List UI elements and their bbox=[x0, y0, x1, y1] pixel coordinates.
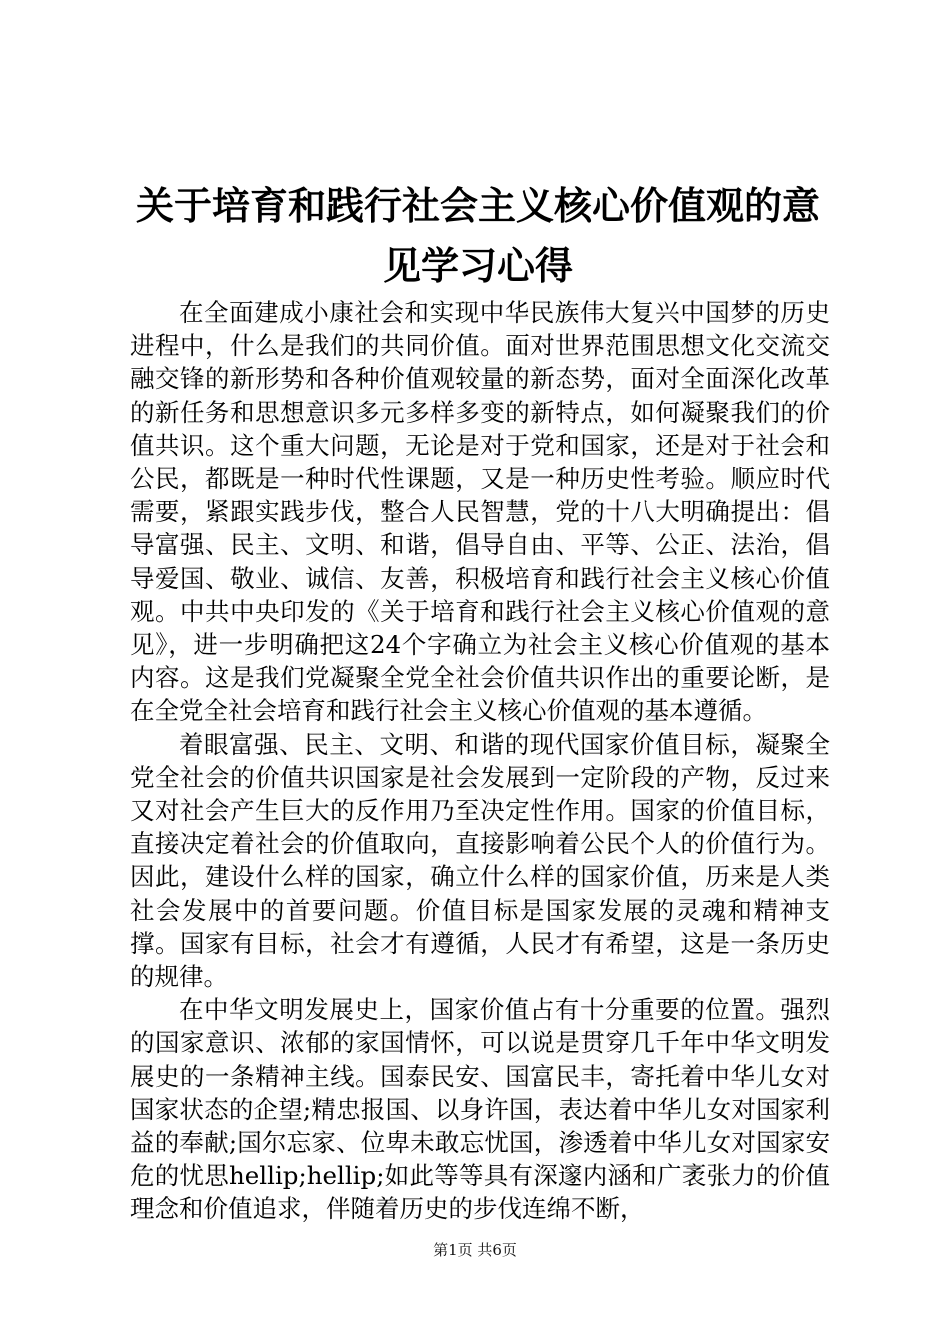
paragraph-3: 在中华文明发展史上，国家价值占有十分重要的位置。强烈的国家意识、浓郁的家国情怀，可以说是贯穿几千年中华文明发展史的一条精神主线。国泰民安、国富民丰，寄托着中华儿女对国家状态的企望;精忠报国、以身许国，表达着中华儿女对国家利益的奉献;国尔忘家、位卑未敢忘忧国，渗透着中华儿女对国家安危的忧思hellip;hellip;如此等等具有深邃内涵和广袤张力的价值理念和价值追求，伴随着历史的步伐连绵不断， bbox=[130, 995, 830, 1224]
document-body bbox=[130, 296, 830, 1226]
paragraph-1: 在全面建成小康社会和实现中华民族伟大复兴中国梦的历史进程中，什么是我们的共同价值。面对世界范围思想文化交流交融交锋的新形势和各种价值观较量的新态势，面对全面深化改革的新任务和思想意识多元多样多变的新特点，如何凝聚我们的价值共识。这个重大问题，无论是对于党和国家，还是对于社会和公民，都既是一种时代性课题，又是一种历史性考验。顺应时代需要，紧跟实践步伐，整合人民智慧，党的十八大明确提出：倡导富强、民主、文明、和谐，倡导自由、平等、公正、法治，倡导爱国、敬业、诚信、友善，积极培育和践行社会主义核心价值观。中共中央印发的《关于培育和践行社会主义核心价值观的意见》，进一步明确把这24个字确立为社会主义核心价值观的基本内容。这是我们党凝聚全党全社会价值共识作出的重要论断，是在全党全社会培育和践行社会主义核心价值观的基本遵循。 bbox=[130, 298, 830, 726]
paragraph-2: 着眼富强、民主、文明、和谐的现代国家价值目标，凝聚全党全社会的价值共识国家是社会发展到一定阶段的产物，反过来又对社会产生巨大的反作用乃至决定性作用。国家的价值目标，直接决定着社会的价值取向，直接影响着公民个人的价值行为。因此，建设什么样的国家，确立什么样的国家价值，历来是人类社会发展中的首要问题。价值目标是国家发展的灵魂和精神支撑。国家有目标，社会才有遵循，人民才有希望，这是一条历史的规律。 bbox=[130, 729, 830, 992]
page-number-footer: 第1页 共6页 bbox=[433, 1241, 517, 1259]
document-title: 关于培育和践行社会主义核心价值观的意见学习心得 bbox=[135, 184, 820, 288]
